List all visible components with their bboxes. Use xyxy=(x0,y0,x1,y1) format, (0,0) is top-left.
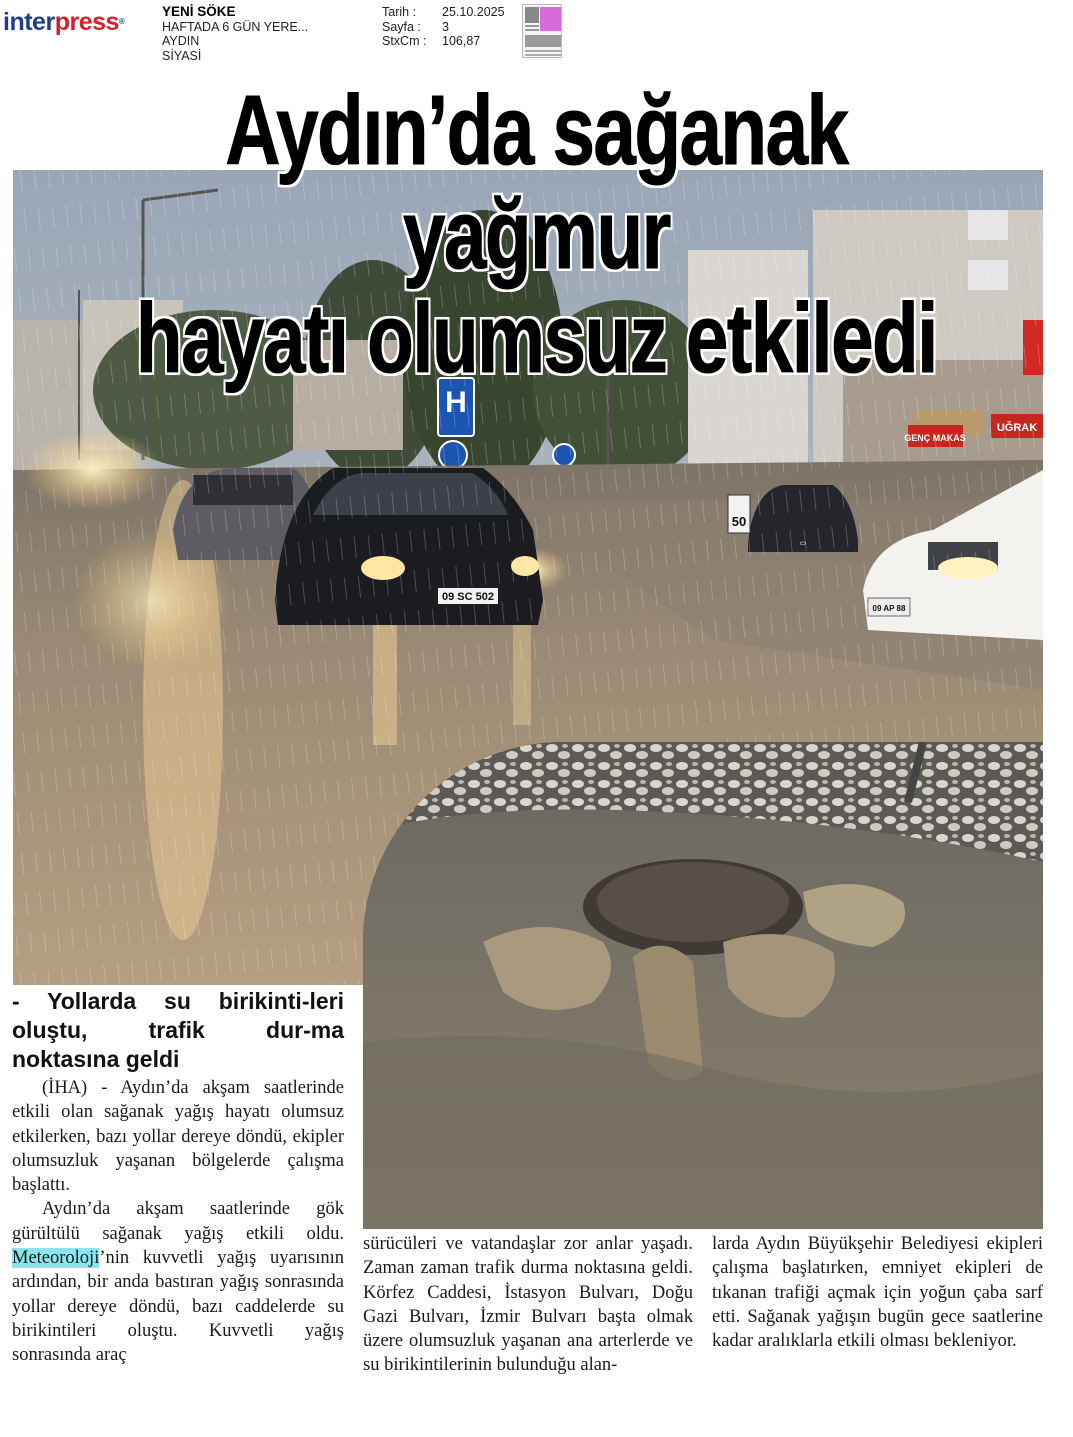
overflowing-drain-photo xyxy=(363,742,1043,1229)
publication-name: YENİ SÖKE xyxy=(162,4,236,19)
paragraph-3: sürücüleri ve vatandaşlar zor anlar yaşadı. Zaman zaman trafik durma noktasına geldi. Körfez Caddesi, İstasyon Bulvarı, Doğu Gazi Bulvarı, İzmir Bulvarı başta olmak üzere olumsuzluk yaşanan ana arterlerde ve su birikintilerinin bulunduğu alan- xyxy=(363,1234,693,1376)
paragraph-2-end: ’nin kuvvetli yağış uyarısının ardından, bir anda bastıran yağış sonrasında yollar dereye döndü, bazı caddelerde su birikintileri oluştu. Kuvvetli yağış sonrasında araç xyxy=(12,1248,344,1366)
publication-category: SİYASİ xyxy=(162,48,202,63)
article-column-3 xyxy=(712,1232,1043,1353)
publication-frequency: HAFTADA 6 GÜN YERE... xyxy=(162,19,309,34)
paragraph-2 xyxy=(12,1197,344,1367)
headline-line-2: hayatı olumsuz etkiledi xyxy=(135,283,937,393)
page-value: 3 xyxy=(442,19,449,34)
subheadline: - Yollarda su birikinti-leri oluştu, trafik dur-ma noktasına geldi xyxy=(12,988,344,1072)
publication-info xyxy=(162,5,308,63)
paragraph-2-start: Aydın’da akşam saatlerinde gök gürültülü sağanak yağış etkili oldu. xyxy=(12,1199,344,1244)
date-value: 25.10.2025 xyxy=(442,5,505,19)
logo-text-press: press xyxy=(54,8,119,36)
page-thumbnail[interactable] xyxy=(522,4,562,58)
stxcm-value: 106,87 xyxy=(442,34,481,48)
article-column-1 xyxy=(12,1076,344,1368)
publication-city: AYDIN xyxy=(162,34,200,48)
stxcm-label: StxCm : xyxy=(382,34,427,48)
paragraph-4: larda Aydın Büyükşehir Belediyesi ekipleri çalışma başlatırken, emniyet ekipleri de tıkanan trafiği açmak için yoğun çaba sarf etti. Sağanak yağışın bugün gece saatlerine kadar aralıklarla etkili olması bekleniyor. xyxy=(712,1234,1043,1352)
page-label: Sayfa : xyxy=(382,19,421,34)
clipping-meta xyxy=(382,5,505,49)
logo-registered-mark: ® xyxy=(118,17,125,26)
interpress-logo xyxy=(3,8,124,36)
headline xyxy=(118,75,955,393)
date-label: Tarih : xyxy=(382,5,417,19)
paragraph-1: (İHA) - Aydın’da akşam saatlerinde etkili olan sağanak yağış hayatı olumsuz etkilerken, bazı yollar dereye döndü, ekipler olumsuzluk yaşanan bölgelerde çalışma başlattı. xyxy=(12,1078,344,1196)
headline-line-1: Aydın’da sağanak yağmur xyxy=(225,75,848,289)
logo-text-inter: inter xyxy=(3,8,55,36)
highlighted-keyword: Meteoroloji xyxy=(12,1248,100,1269)
article-column-2 xyxy=(363,1232,693,1378)
